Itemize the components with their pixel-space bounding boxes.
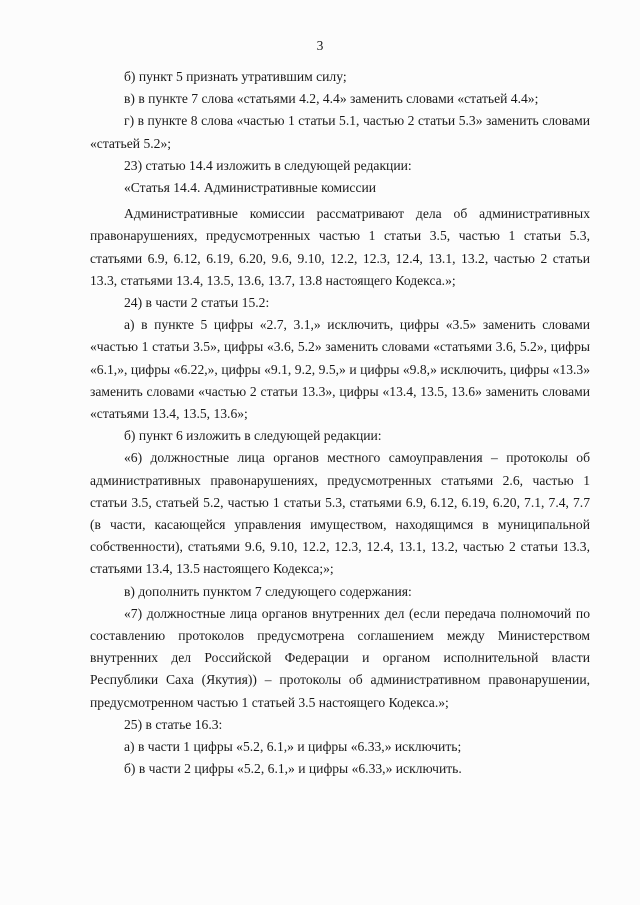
- paragraph-12: «7) должностные лица органов внутренних дел (если передача полномочий по составлению протоколов предусмотрена соглашением между Министерством внутренних дел Российской Федерации и органом исполнительной власти Республики Саха (Якутия)) – протоколы об административном правонарушении, предусмотренном частью 1 статьей 3.5 настоящего Кодекса.»;: [90, 605, 590, 710]
- paragraph-6: Административные комиссии рассматривают дела об административных правонарушениях, предусмотренных частью 1 статьи 3.5, частью 1 статьи 5.3, статьями 6.9, 6.12, 6.19, 6.20, 9.6, 9.10, 12.2, 12.3, 12.4, 13.1, 13.2, частью 2 статьи 13.3, статьями 13.4, 13.5, 13.6, 13.7, 13.8 настоящего Кодекса.»;: [90, 206, 590, 288]
- paragraph-9: б) пункт 6 изложить в следующей редакции:: [124, 428, 382, 444]
- paragraph-11: в) дополнить пунктом 7 следующего содержания:: [124, 583, 412, 599]
- document-body: [90, 66, 590, 781]
- paragraph-7: 24) в части 2 статьи 15.2:: [124, 295, 270, 311]
- paragraph-15: б) в части 2 цифры «5.2, 6.1,» и цифры «6.33,» исключить.: [124, 761, 462, 777]
- paragraph-14: а) в части 1 цифры «5.2, 6.1,» и цифры «6.33,» исключить;: [124, 739, 462, 755]
- article-heading: «Статья 14.4. Административные комиссии: [124, 180, 377, 196]
- paragraph-10: «6) должностные лица органов местного самоуправления – протоколы об административных правонарушениях, предусмотренных статьями 2.6, частью 1 статьи 3.5, статьей 5.2, частью 1 статьи 5.3, статьями 6.9, 6.12, 6.19, 6.20, 7.1, 7.4, 7.7 (в части, касающейся управления имуществом, находящимся в муниципальной собственности), статьями 9.6, 9.10, 12.2, 12.3, 12.4, 13.1, 13.2, частью 2 статьи 13.3, статьями 13.4, 13.5 настоящего Кодекса;»;: [90, 450, 590, 577]
- paragraph-4: 23) статью 14.4 изложить в следующей редакции:: [124, 157, 412, 173]
- page-number: 3: [316, 38, 324, 53]
- paragraph-1: б) пункт 5 признать утратившим силу;: [124, 69, 347, 84]
- paragraph-3: г) в пункте 8 слова «частью 1 статьи 5.1, частью 2 статьи 5.3» заменить словами «статьей 5.2»;: [90, 113, 590, 151]
- paragraph-13: 25) в статье 16.3:: [124, 716, 223, 732]
- paragraph-8: а) в пункте 5 цифры «2.7, 3.1,» исключить, цифры «3.5» заменить словами «частью 1 статьи 3.5», цифры «3.6, 5.2» заменить словами «статьями 3.6, 5.2», цифры «6.1,», цифры «6.22,», цифры «9.1, 9.2, 9.5,» и цифры «9.8,» исключить, цифры «13.3» заменить словами «частью 2 статьи 13.3», цифры «13.4, 13.5, 13.6» заменить словами «статьями 13.4, 13.5, 13.6»;: [90, 317, 590, 422]
- paragraph-2: в) в пункте 7 слова «статьями 4.2, 4.4» заменить словами «статьей 4.4»;: [124, 91, 539, 107]
